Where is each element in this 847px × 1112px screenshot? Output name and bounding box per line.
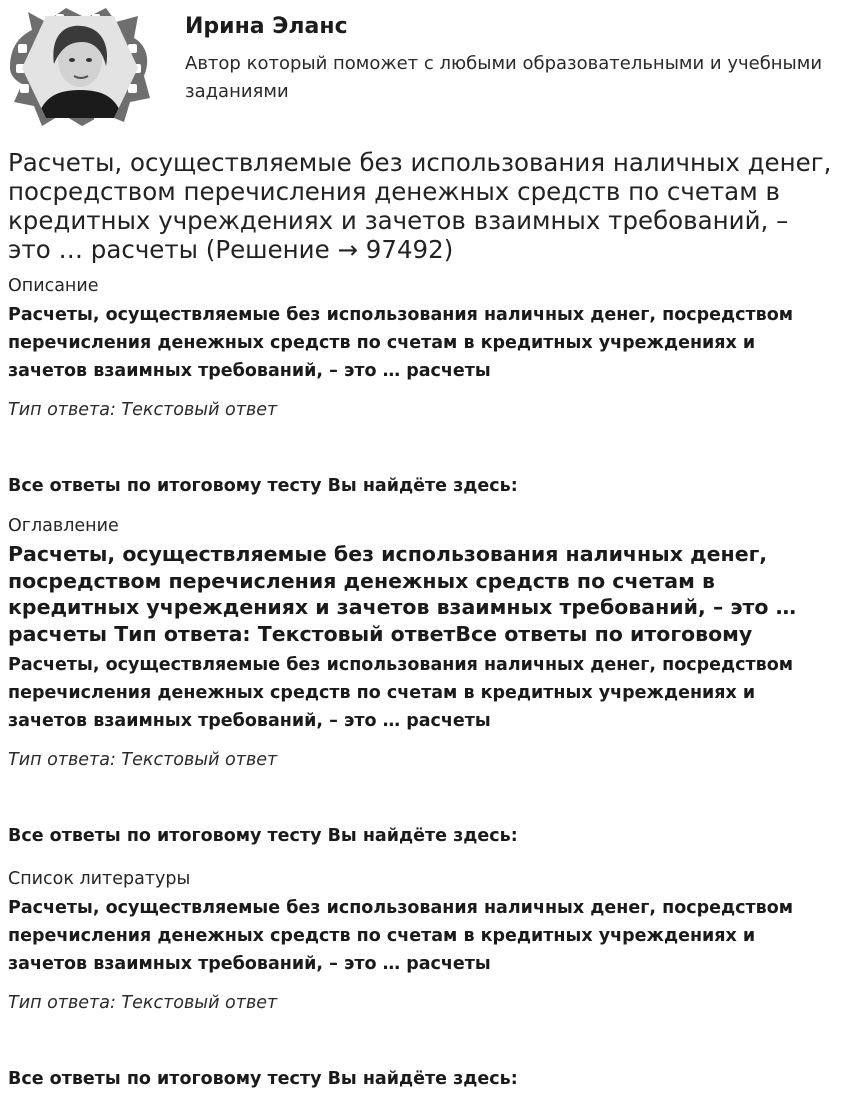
toc-section <box>8 515 838 847</box>
all-answers-link-text[interactable]: Все ответы по итоговому тесту Вы найдёте здесь: <box>8 1069 518 1089</box>
section-label-toc: Оглавление <box>8 516 119 536</box>
author-avatar[interactable] <box>6 6 152 128</box>
literature-section <box>8 868 838 1090</box>
section-label-description: Описание <box>8 276 99 296</box>
answer-type: Тип ответа: Текстовый ответ <box>8 400 278 420</box>
page-title: Расчеты, осуществляемые без использования наличных денег, посредством перечисления денежных средств по счетам в кредитных учреждениях и зачетов взаимных требований, – это … расчеты (Решение → 97492) <box>8 148 832 264</box>
author-header <box>0 0 847 140</box>
author-description: Автор который поможет с любыми образовательными и учебными заданиями <box>185 53 823 102</box>
question-text: Расчеты, осуществляемые без использования наличных денег, посредством перечисления денежных средств по счетам в кредитных учреждениях и зачетов взаимных требований, – это … расчеты <box>8 898 794 974</box>
answer-type: Тип ответа: Текстовый ответ <box>8 993 278 1013</box>
question-text: Расчеты, осуществляемые без использования наличных денег, посредством перечисления денежных средств по счетам в кредитных учреждениях и зачетов взаимных требований, – это … расчеты <box>8 305 794 381</box>
description-section <box>8 275 838 497</box>
author-name[interactable]: Ирина Эланс <box>185 14 348 39</box>
section-label-literature: Список литературы <box>8 869 191 889</box>
all-answers-link-text[interactable]: Все ответы по итоговому тесту Вы найдёте здесь: <box>8 826 518 846</box>
answer-type: Тип ответа: Текстовый ответ <box>8 750 278 770</box>
all-answers-link-text[interactable]: Все ответы по итоговому тесту Вы найдёте здесь: <box>8 476 518 496</box>
question-text: Расчеты, осуществляемые без использования наличных денег, посредством перечисления денежных средств по счетам в кредитных учреждениях и зачетов взаимных требований, – это … расчеты <box>8 655 794 731</box>
toc-title: Расчеты, осуществляемые без использования наличных денег, посредством перечисления денежных средств по счетам в кредитных учреждениях и зачетов взаимных требований, – это … расчеты Тип ответа: Текстовый ответВсе ответы по итоговому <box>8 542 797 646</box>
